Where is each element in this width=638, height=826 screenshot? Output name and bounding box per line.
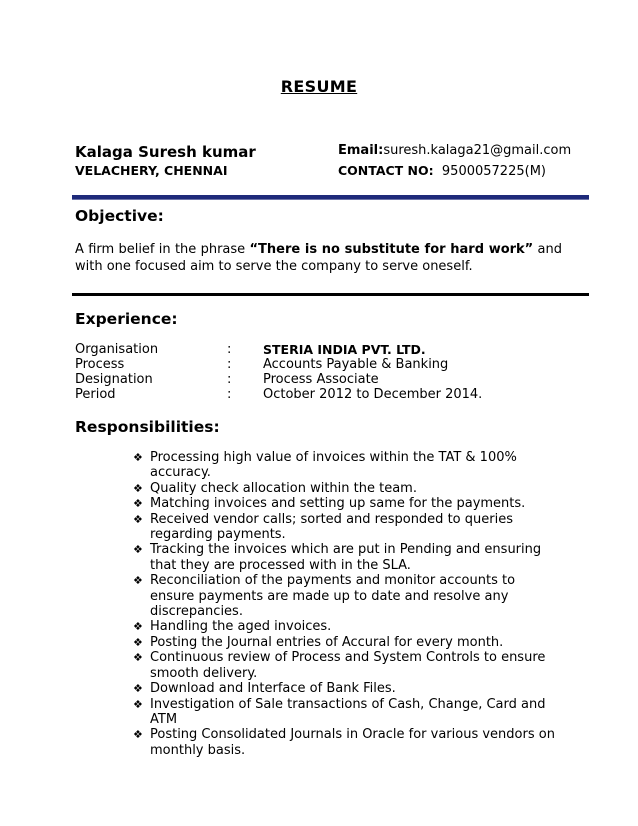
diamond-bullet-icon: ❖ (133, 682, 143, 696)
contact-value: 9500057225(M) (441, 164, 546, 179)
diamond-bullet-icon: ❖ (133, 697, 143, 711)
candidate-name: Kalaga Suresh kumar (75, 143, 256, 161)
experience-row-process (75, 357, 575, 373)
list-item-text: Continuous review of Process and System Controls to ensure smooth delivery. (150, 650, 546, 681)
list-item-text: Download and Interface of Bank Files. (150, 681, 396, 697)
document-title: RESUME (280, 77, 358, 96)
list-item (133, 697, 563, 728)
list-item (133, 450, 563, 481)
list-item (133, 512, 563, 543)
list-item (133, 650, 563, 681)
list-item-text: Tracking the invoices which are put in Pending and ensuring that they are processed with in the SLA. (150, 542, 542, 573)
responsibilities-heading: Responsibilities: (75, 418, 220, 436)
diamond-bullet-icon: ❖ (133, 481, 143, 495)
list-item (133, 681, 563, 696)
list-item (133, 727, 563, 758)
list-item-text: Matching invoices and setting up same for the payments. (150, 496, 526, 512)
list-item (133, 619, 563, 634)
email-label: Email: (338, 143, 384, 158)
diamond-bullet-icon: ❖ (133, 620, 143, 634)
email-value: suresh.kalaga21@gmail.com (383, 143, 572, 158)
diamond-bullet-icon: ❖ (133, 497, 143, 511)
objective-text-after: and with one focused aim to serve the company to serve oneself. (75, 242, 562, 274)
list-item-text: Quality check allocation within the team. (150, 480, 417, 496)
diamond-bullet-icon: ❖ (133, 728, 143, 742)
experience-value: Accounts Payable & Banking (263, 357, 449, 372)
experience-colon: : (227, 357, 232, 372)
experience-colon: : (227, 342, 232, 357)
objective-text (75, 241, 562, 275)
experience-row-designation (75, 372, 575, 388)
experience-label: Designation (75, 372, 153, 387)
diamond-bullet-icon: ❖ (133, 635, 143, 649)
section-divider (72, 293, 589, 296)
list-item-text: Processing high value of invoices within the TAT & 100% accuracy. (150, 450, 517, 481)
diamond-bullet-icon: ❖ (133, 543, 143, 557)
objective-phrase: “There is no substitute for hard work” (249, 242, 534, 257)
experience-value: October 2012 to December 2014. (263, 387, 483, 402)
list-item (133, 635, 563, 650)
list-item (133, 496, 563, 511)
responsibilities-list (133, 450, 563, 758)
experience-label: Organisation (75, 342, 159, 357)
header-divider (72, 195, 589, 200)
list-item (133, 542, 563, 573)
list-item-text: Posting the Journal entries of Accural for every month. (150, 634, 504, 650)
diamond-bullet-icon: ❖ (133, 512, 143, 526)
email-line (338, 143, 571, 158)
experience-value: STERIA INDIA PVT. LTD. (263, 342, 426, 357)
list-item-text: Reconciliation of the payments and monitor accounts to ensure payments are made up to date and resolve any discrepancies. (150, 573, 516, 620)
experience-label: Period (75, 387, 116, 402)
experience-row-organisation (75, 342, 575, 358)
diamond-bullet-icon: ❖ (133, 574, 143, 588)
list-item (133, 573, 563, 619)
diamond-bullet-icon: ❖ (133, 651, 143, 665)
objective-heading: Objective: (75, 207, 164, 225)
experience-colon: : (227, 387, 232, 402)
experience-value: Process Associate (263, 372, 379, 387)
experience-row-period (75, 387, 575, 403)
contact-line (338, 163, 546, 179)
experience-label: Process (75, 357, 125, 372)
candidate-location: VELACHERY, CHENNAI (75, 163, 228, 178)
experience-colon: : (227, 372, 232, 387)
experience-heading: Experience: (75, 310, 178, 328)
objective-text-before: A firm belief in the phrase (75, 242, 250, 257)
list-item-text: Investigation of Sale transactions of Cash, Change, Card and ATM (150, 696, 546, 727)
contact-label: CONTACT NO: (338, 163, 434, 178)
list-item-text: Received vendor calls; sorted and responded to queries regarding payments. (150, 511, 513, 543)
list-item-text: Handling the aged invoices. (150, 619, 332, 635)
diamond-bullet-icon: ❖ (133, 451, 143, 464)
list-item-text: Posting Consolidated Journals in Oracle for various vendors on monthly basis. (150, 727, 555, 758)
list-item (133, 481, 563, 496)
